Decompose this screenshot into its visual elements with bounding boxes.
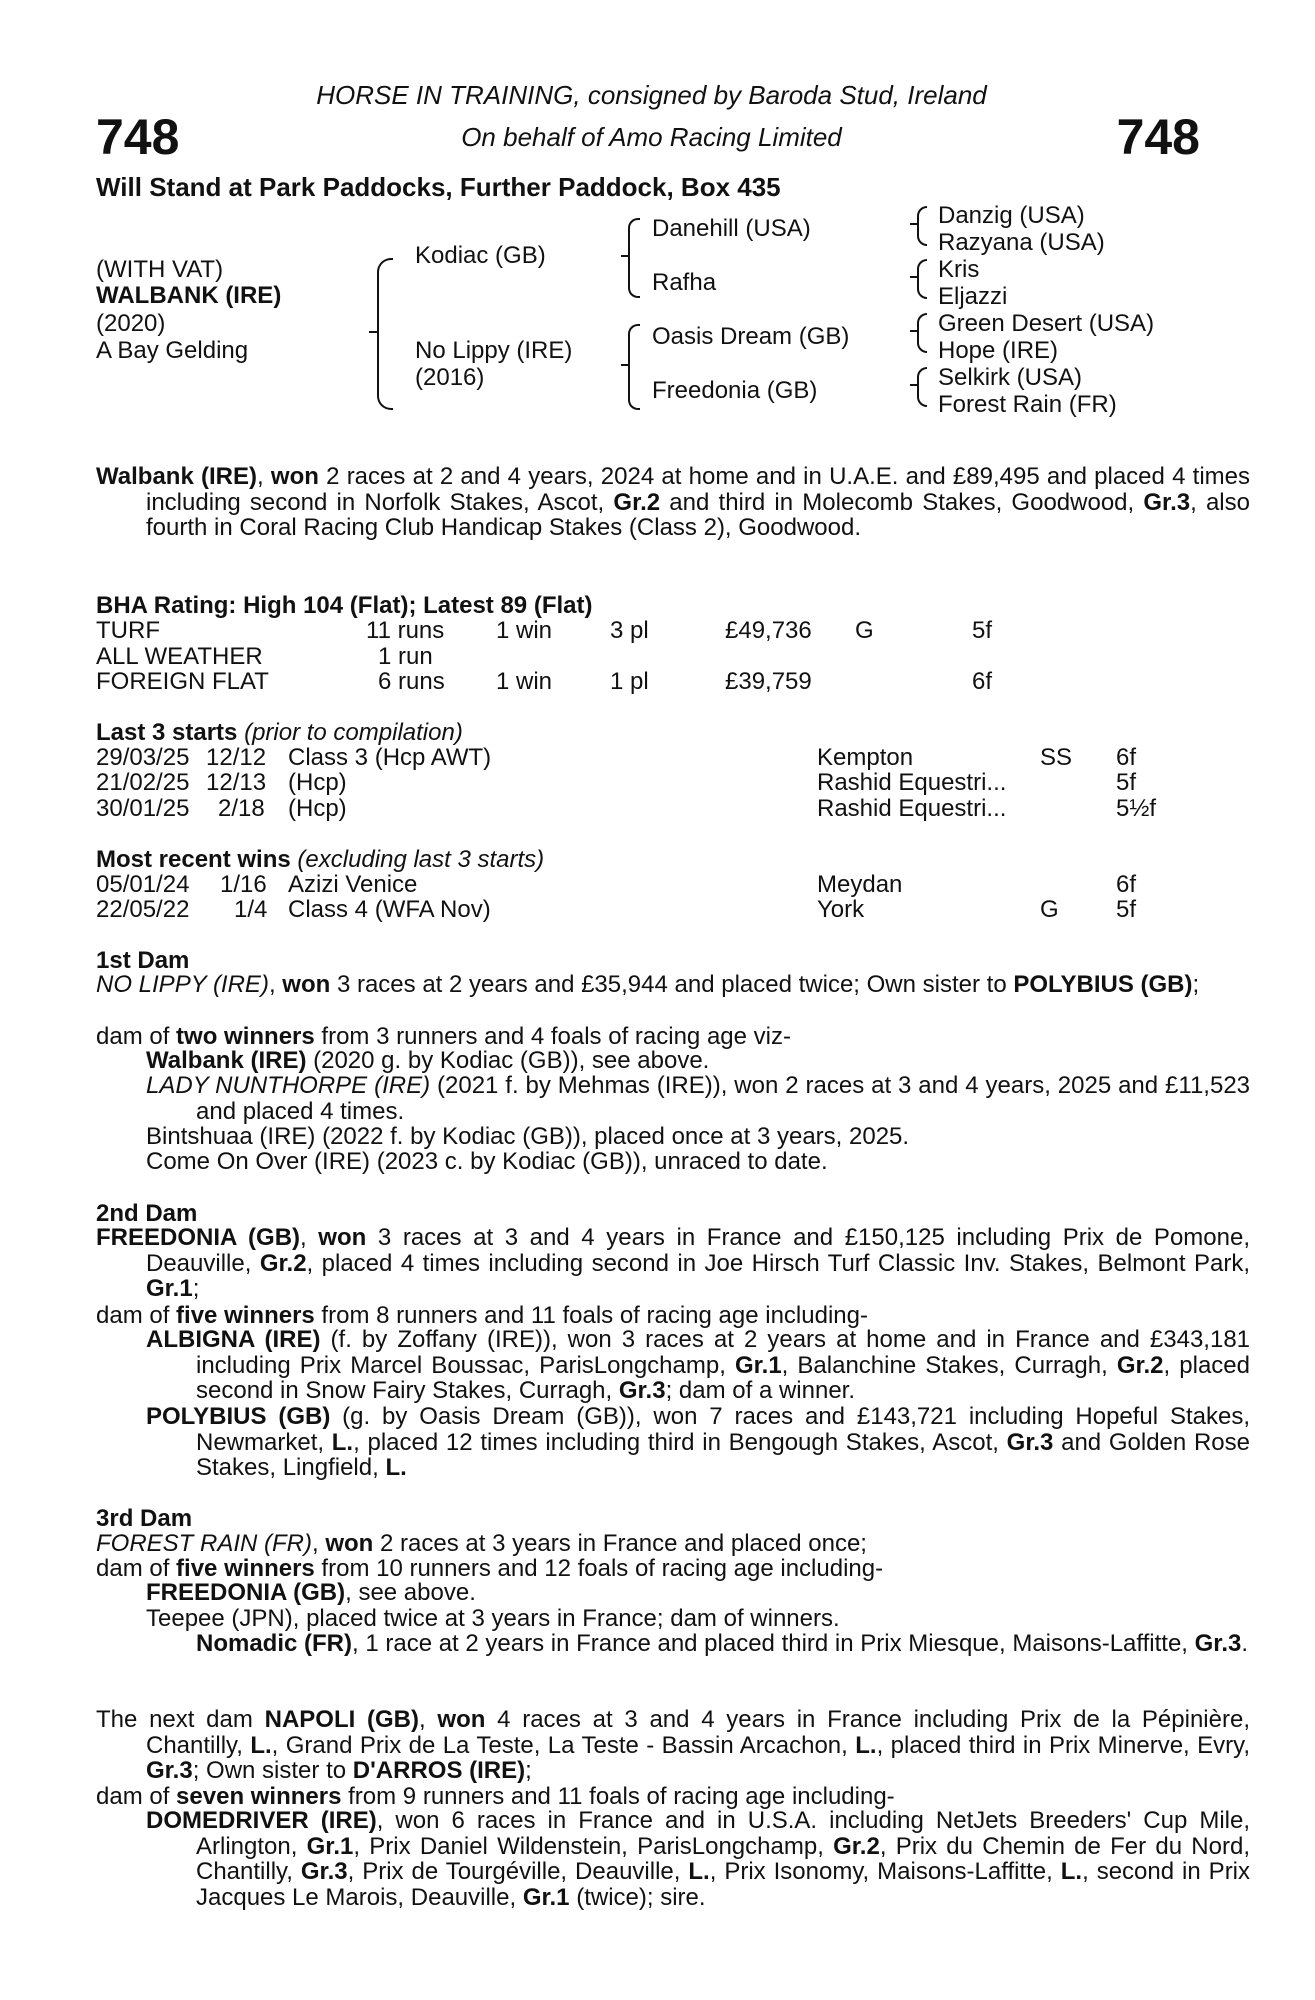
horse-description: A Bay Gelding [96, 337, 249, 364]
win-distance: 5f [1116, 896, 1137, 923]
rating-type: FOREIGN FLAT [96, 668, 269, 695]
produce-entry [146, 1404, 1250, 1481]
win-going: G [1040, 896, 1059, 923]
dam-name: No Lippy (IRE) [415, 337, 573, 364]
start-position: 12/13 [206, 769, 267, 796]
pedigree-brace-main [377, 258, 393, 410]
text: ; dam of a winner. [665, 1377, 855, 1404]
win-race: Class 4 (WFA Nov) [288, 896, 491, 923]
recent-wins-note: (excluding last 3 starts) [297, 846, 545, 873]
text: Come On Over (IRE) (2023 c. by Kodiac (GB)), unraced to date. [146, 1148, 828, 1175]
lot-number-left: 748 [96, 109, 180, 165]
win-position: 1/16 [220, 871, 267, 898]
pedigree-brace-ggp-2 [917, 259, 927, 299]
group-2-label: Gr.2 [833, 1832, 880, 1860]
text: , placed 12 times including third in Bengough Stakes, Ascot, [353, 1428, 1007, 1456]
text: from 3 runners and 4 foals of racing age viz- [314, 1023, 791, 1050]
produce-name: Walbank (IRE) [146, 1047, 307, 1074]
produce-entry [146, 1124, 1250, 1150]
text: , Prix du Chemin de Fer du Nord, Chantilly, [196, 1832, 1250, 1885]
win-position: 1/4 [234, 896, 268, 923]
start-distance: 5f [1116, 769, 1137, 796]
start-course: Rashid Equestri... [817, 769, 1007, 796]
text: ; [1192, 971, 1200, 998]
rating-placed: 1 pl [610, 668, 649, 695]
win-date: 22/05/22 [96, 896, 190, 923]
group-2-label: Gr.2 [613, 488, 661, 516]
granddam-paternal: Rafha [652, 269, 717, 296]
rating-distance: 5f [972, 617, 993, 644]
text: dam of [96, 1783, 177, 1810]
sibling-name: POLYBIUS (GB) [1013, 971, 1193, 998]
start-distance: 5½f [1116, 795, 1157, 822]
group-3-label: Gr.3 [300, 1858, 348, 1885]
text: Bintshuaa (IRE) (2022 f. by Kodiac (GB)), placed once at 3 years, 2025. [146, 1123, 910, 1150]
produce-name: FREEDONIA (GB) [146, 1579, 346, 1606]
won-label: won [318, 1224, 367, 1251]
great-grandparent: Selkirk (USA) [938, 364, 1083, 391]
text: , see above. [345, 1579, 476, 1606]
next-dam-name: NAPOLI (GB) [264, 1706, 419, 1733]
next-dam-record: The next dam NAPOLI (GB), won 4 races at 3 and 4 years in France including Prix de la Pépinière, Chantilly, L., Grand Prix de La Teste, La Teste - Bassin Arcachon, L., placed third in Prix Minerve, Evry, Gr.3; Own sister to D'ARROS (IRE); [96, 1706, 1251, 1784]
text: . [1241, 1630, 1249, 1657]
text: dam of [96, 1302, 177, 1329]
produce-entry [146, 1327, 1250, 1404]
summary-text: , also fourth in Coral Racing Club Handicap Stakes (Class 2), Goodwood. [146, 488, 1250, 541]
text: from 8 runners and 11 foals of racing age including- [314, 1302, 868, 1329]
group-2-label: Gr.2 [259, 1249, 307, 1277]
text: ; Own sister to [192, 1757, 353, 1784]
start-position: 2/18 [218, 795, 265, 822]
won-label: won [282, 971, 331, 998]
winners-count: five winners [176, 1555, 315, 1582]
text: from 10 runners and 12 foals of racing age including- [314, 1555, 884, 1582]
text: (2021 f. by Mehmas (IRE)), won 2 races at 3 and 4 years, 2025 and £11,523 and placed 4 times. [196, 1072, 1251, 1125]
produce-name: DOMEDRIVER (IRE) [146, 1807, 377, 1834]
start-race: Class 3 (Hcp AWT) [288, 744, 492, 771]
pedigree-brace-sire [628, 218, 640, 298]
start-date: 30/01/25 [96, 795, 190, 822]
great-grandparent: Eljazzi [938, 283, 1008, 310]
grandsire-maternal: Oasis Dream (GB) [652, 323, 850, 350]
text: The next dam [96, 1706, 265, 1733]
start-going: SS [1040, 744, 1073, 771]
start-position: 12/12 [206, 744, 267, 771]
text: , placed third in Prix Minerve, Evry, [876, 1731, 1251, 1759]
stand-location: Will Stand at Park Paddocks, Further Paddock, Box 435 [96, 172, 781, 202]
start-distance: 6f [1116, 744, 1137, 771]
winners-count: two winners [176, 1023, 315, 1050]
text: , placed 4 times including second in Joe Hirsch Turf Classic Inv. Stakes, Belmont Park, [306, 1249, 1251, 1277]
summary-text: 2 races at 2 and 4 years, 2024 at home and in U.A.E. and £89,495 and placed 4 times including second in Norfolk Stakes, Ascot, [146, 463, 1250, 516]
start-race: (Hcp) [288, 769, 347, 796]
listed-label: L. [385, 1454, 407, 1481]
rating-distance: 6f [972, 668, 993, 695]
summary-won: won [270, 463, 319, 490]
pedigree-brace-ggp-1 [917, 206, 927, 246]
produce-entry [146, 1606, 1250, 1632]
pedigree-brace-dam-tick [621, 364, 628, 366]
first-dam-name: NO LIPPY (IRE) [96, 971, 269, 998]
produce-entry [146, 1580, 1250, 1606]
group-1-label: Gr.1 [734, 1351, 782, 1379]
text: , Balanchine Stakes, Curragh, [781, 1351, 1117, 1379]
group-3-label: Gr.3 [1143, 488, 1191, 516]
second-dam-name: FREEDONIA (GB) [96, 1224, 301, 1251]
vat-note: (WITH VAT) [96, 256, 224, 283]
text: 3 races at 2 years and £35,944 and placed twice; Own sister to [330, 971, 1014, 998]
horse-name: WALBANK (IRE) [96, 282, 282, 309]
second-dam-record: FREEDONIA (GB), won 3 races at 3 and 4 years in France and £150,125 including Prix de Pomone, Deauville, Gr.2, placed 4 times including second in Joe Hirsch Turf Classic Inv. Stakes, Belmont Park, Gr.1; [96, 1224, 1251, 1302]
text: (g. by Oasis Dream (GB)), won 7 races and £143,721 including Hopeful Stakes, Newmarket, [196, 1403, 1250, 1456]
produce-name: ALBIGNA (IRE) [146, 1326, 321, 1353]
great-grandparent: Hope (IRE) [938, 337, 1059, 364]
text: , placed second in Snow Fairy Stakes, Curragh, [196, 1351, 1250, 1404]
winners-count: seven winners [176, 1783, 342, 1810]
rating-wins: 1 win [496, 617, 553, 644]
rating-money: £39,759 [725, 668, 812, 695]
text: dam of [96, 1555, 177, 1582]
text: , Prix Daniel Wildenstein, ParisLongchamp, [353, 1832, 834, 1860]
rating-runs: 6 runs [378, 668, 445, 695]
group-1-label: Gr.1 [306, 1832, 354, 1860]
listed-label: L. [331, 1428, 354, 1456]
start-course: Rashid Equestri... [817, 795, 1007, 822]
granddam-maternal: Freedonia (GB) [652, 377, 818, 404]
produce-name: LADY NUNTHORPE (IRE) [146, 1072, 431, 1099]
produce-name: POLYBIUS (GB) [146, 1403, 331, 1430]
last3-title: Last 3 starts [96, 719, 238, 746]
sire-name: Kodiac (GB) [415, 242, 546, 269]
listed-label: L. [855, 1731, 877, 1759]
pedigree-brace-ggp-2-tick [910, 276, 917, 278]
dam-year: (2016) [415, 364, 485, 391]
last3-note: (prior to compilation) [244, 719, 463, 746]
listed-label: L. [250, 1731, 272, 1759]
winners-count: five winners [176, 1302, 315, 1329]
win-distance: 6f [1116, 871, 1137, 898]
first-dam-record: NO LIPPY (IRE), won 3 races at 2 years and £35,944 and placed twice; Own sister to POLYBIUS (GB); [96, 971, 1200, 998]
won-label: won [325, 1530, 374, 1557]
text: (f. by Zoffany (IRE)), won 3 races at 2 years at home and in France and £343,181 including Prix Marcel Boussac, ParisLongchamp, [196, 1326, 1251, 1379]
horse-year: (2020) [96, 310, 166, 337]
group-2-label: Gr.2 [1116, 1351, 1164, 1379]
pedigree-brace-dam [628, 324, 640, 410]
great-grandparent: Danzig (USA) [938, 202, 1085, 229]
pedigree-brace-ggp-3-tick [910, 330, 917, 332]
text: (twice); sire. [569, 1883, 706, 1911]
rating-wins: 1 win [496, 668, 553, 695]
pedigree-brace-main-tick [369, 331, 377, 333]
great-grandparent: Kris [938, 256, 980, 283]
win-course: York [817, 896, 865, 923]
text: , second in Prix Jacques Le Marois, Deauville, [196, 1858, 1251, 1911]
group-3-label: Gr.3 [1006, 1428, 1054, 1456]
rating-placed: 3 pl [610, 617, 649, 644]
text: , won 6 races in France and in U.S.A. including NetJets Breeders' Cup Mile, Arlington, [196, 1807, 1250, 1860]
produce-entry [146, 1808, 1250, 1910]
text: , Grand Prix de La Teste, La Teste - Bassin Arcachon, [271, 1731, 856, 1759]
group-3-label: Gr.3 [1194, 1630, 1242, 1657]
produce-name: Nomadic (FR) [196, 1630, 352, 1657]
consignor-line: HORSE IN TRAINING, consigned by Baroda Stud, Ireland [316, 80, 987, 110]
great-grandparent: Forest Rain (FR) [938, 391, 1117, 418]
start-course: Kempton [817, 744, 914, 771]
great-grandparent: Green Desert (USA) [938, 310, 1155, 337]
listed-label: L. [688, 1858, 710, 1885]
rating-type: ALL WEATHER [96, 643, 263, 670]
grandsire-paternal: Danehill (USA) [652, 215, 811, 242]
pedigree-brace-ggp-4-tick [910, 384, 917, 386]
rating-type: TURF [96, 617, 160, 644]
produce-entry [196, 1631, 1250, 1657]
win-date: 05/01/24 [96, 871, 190, 898]
pedigree-brace-ggp-1-tick [910, 223, 917, 225]
third-dam-record: FOREST RAIN (FR), won 2 races at 3 years in France and placed once; [96, 1530, 867, 1557]
start-date: 29/03/25 [96, 744, 190, 771]
pedigree-brace-ggp-3 [917, 313, 927, 353]
behalf-line: On behalf of Amo Racing Limited [461, 122, 842, 152]
win-course: Meydan [817, 871, 903, 898]
pedigree-brace-ggp-4 [917, 367, 927, 407]
first-dam-title: 1st Dam [96, 947, 190, 974]
produce-entry [146, 1073, 1250, 1124]
text: , Prix de Tourgéville, Deauville, [347, 1858, 689, 1885]
text: Teepee (JPN), placed twice at 3 years in France; dam of winners. [146, 1605, 840, 1632]
summary-text: and third in Molecomb Stakes, Goodwood, [660, 488, 1144, 516]
text: (2020 g. by Kodiac (GB)), see above. [306, 1047, 710, 1074]
rating-runs: 1 run [378, 643, 433, 670]
start-date: 21/02/25 [96, 769, 190, 796]
third-dam-title: 3rd Dam [96, 1505, 193, 1532]
race-summary: Walbank (IRE), won 2 races at 2 and 4 years, 2024 at home and in U.A.E. and £89,495 and placed 4 times including second in Norfolk Stakes, Ascot, Gr.2 and third in Molecomb Stakes, Goodwood, Gr.3, also fourth in Coral Racing Club Handicap Stakes (Class 2), Goodwood. [96, 463, 1250, 541]
text: , 1 race at 2 years in France and placed third in Prix Miesque, Maisons-Laffitte, [352, 1630, 1195, 1657]
rating-money: £49,736 [725, 617, 812, 644]
win-race: Azizi Venice [288, 871, 418, 898]
pedigree-brace-sire-tick [621, 255, 628, 257]
sibling-name: D'ARROS (IRE) [352, 1757, 526, 1784]
text: ; [525, 1757, 532, 1784]
group-3-label: Gr.3 [146, 1757, 193, 1784]
third-dam-name: FOREST RAIN (FR) [96, 1530, 312, 1557]
text: , Prix Isonomy, Maisons-Laffitte, [709, 1858, 1061, 1885]
text: 4 races at 3 and 4 years in France including Prix de la Pépinière, Chantilly, [146, 1706, 1250, 1759]
rating-going: G [855, 617, 874, 644]
recent-wins-title: Most recent wins [96, 846, 291, 873]
recent-wins-heading [96, 846, 544, 874]
text: 3 races at 3 and 4 years in France and £150,125 including Prix de Pomone, Deauville, [146, 1224, 1250, 1277]
listed-label: L. [1060, 1858, 1083, 1885]
text: ; [192, 1275, 200, 1302]
produce-entry [146, 1048, 1250, 1074]
last3-heading [96, 719, 463, 747]
great-grandparent: Razyana (USA) [938, 229, 1105, 256]
start-race: (Hcp) [288, 795, 347, 822]
rating-runs: 11 runs [366, 617, 445, 644]
group-1-label: Gr.1 [522, 1883, 570, 1911]
text: 2 races at 3 years in France and placed once; [373, 1530, 867, 1557]
produce-entry [146, 1149, 1250, 1175]
lot-number-right: 748 [1116, 109, 1200, 165]
group-3-label: Gr.3 [618, 1377, 666, 1404]
summary-horse-name: Walbank (IRE) [96, 463, 258, 490]
second-dam-title: 2nd Dam [96, 1200, 198, 1227]
text: from 9 runners and 11 foals of racing age including- [341, 1783, 895, 1810]
group-1-label: Gr.1 [146, 1275, 193, 1302]
text: dam of [96, 1023, 177, 1050]
text: and Golden Rose Stakes, Lingfield, [196, 1428, 1250, 1481]
won-label: won [437, 1706, 486, 1733]
bha-rating-title: BHA Rating: High 104 (Flat); Latest 89 (Flat) [96, 592, 593, 619]
